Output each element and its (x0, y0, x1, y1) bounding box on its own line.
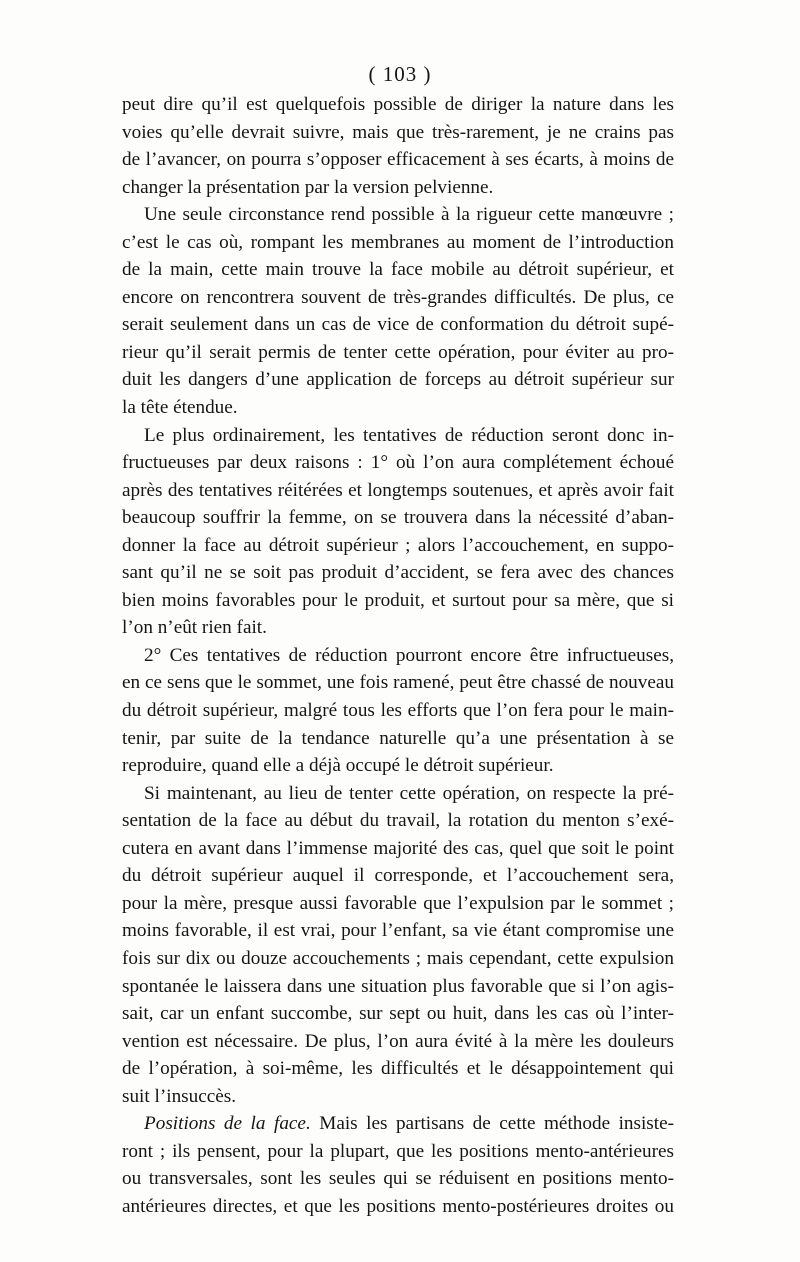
paragraph-line: après des tentatives réitérées et longtemps soutenues, et après avoir fait (122, 479, 674, 501)
page-number: ( 103 ) (368, 62, 432, 86)
paragraph-line: duit les dangers d’une application de forceps au détroit supérieur sur (122, 369, 674, 391)
paragraph-line: du détroit supérieur auquel il corresponde, et l’accouchement sera, (122, 865, 674, 887)
paragraph-line: l’on n’eût rien fait. (122, 617, 267, 639)
paragraph-line: beaucoup souffrir la femme, on se trouvera dans la nécessité d’aban- (122, 507, 674, 529)
paragraph-line (122, 1110, 674, 1138)
paragraph-line: sait, car un enfant succombe, sur sept ou huit, dans les cas où l’inter- (122, 1003, 674, 1025)
paragraph-p5 (122, 780, 674, 1111)
paragraph-line: sant qu’il ne se soit pas produit d’accident, se fera avec des chances (122, 562, 674, 584)
paragraph-line: de l’avancer, on pourra s’opposer efficacement à ses écarts, à moins de (122, 149, 674, 171)
paragraph-line: fructueuses par deux raisons : 1° où l’on aura complétement échoué (122, 452, 674, 474)
paragraph-line: peut dire qu’il est quelquefois possible de diriger la nature dans les (122, 94, 674, 115)
paragraph-line: en ce sens que le sommet, une fois ramené, peut être chassé de nouveau (122, 672, 674, 694)
paragraph-line: 2° Ces tentatives de réduction pourront encore être infructueuses, (144, 644, 674, 666)
paragraph-line: encore on rencontrera souvent de très-grandes difficultés. De plus, ce (122, 286, 674, 308)
paragraph-p4 (122, 642, 674, 780)
paragraph-line: reproduire, quand elle a déjà occupé le détroit supérieur. (122, 755, 554, 777)
final-paragraph (122, 1110, 674, 1220)
paragraph-line: bien moins favorables pour le produit, et surtout pour sa mère, que si (122, 589, 674, 611)
paragraph-line: Si maintenant, au lieu de tenter cette opération, on respecte la pré- (144, 782, 674, 804)
paragraph-line: rieur qu’il serait permis de tenter cette opération, pour éviter au pro- (122, 341, 674, 363)
paragraph-line: voies qu’elle devrait suivre, mais que très-rarement, je ne crains pas (122, 121, 674, 143)
body-text (122, 91, 674, 1220)
paragraph-line: c’est le cas où, rompant les membranes au moment de l’introduction (122, 231, 674, 253)
paragraph-line: ront ; ils pensent, pour la plupart, que les positions mento-antérieures (122, 1140, 674, 1162)
paragraph-line: pour la mère, presque aussi favorable que l’expulsion par le sommet ; (122, 892, 674, 914)
paragraph-line: fois sur dix ou douze accouchements ; mais cependant, cette expulsion (122, 947, 674, 969)
paragraph-line: spontanée le laissera dans une situation plus favorable que si l’on agis- (122, 975, 674, 997)
paragraph-line: Le plus ordinairement, les tentatives de réduction seront donc in- (144, 424, 674, 446)
paragraphs (122, 91, 674, 1110)
paragraph-line: tenir, par suite de la tendance naturelle qu’a une présentation à se (122, 727, 674, 749)
paragraph-line: de la main, cette main trouve la face mobile au détroit supérieur, et (122, 259, 674, 281)
paragraph-line: antérieures directes, et que les positions mento-postérieures droites ou (122, 1195, 674, 1217)
paragraph-line: donner la face au détroit supérieur ; alors l’accouchement, en suppo- (122, 534, 674, 556)
paragraph-line: changer la présentation par la version pelvienne. (122, 176, 494, 198)
paragraph-line: suit l’insuccès. (122, 1085, 237, 1107)
paragraph-line: vention est nécessaire. De plus, l’on aura évité à la mère les douleurs (122, 1030, 674, 1052)
paragraph-line: cutera en avant dans l’immense majorité des cas, quel que soit le point (122, 837, 674, 859)
paragraph-p2 (122, 201, 674, 421)
paragraph-line: ou transversales, sont les seules qui se réduisent en positions mento- (122, 1168, 674, 1190)
paragraph-line: la tête étendue. (122, 397, 238, 419)
paragraph-line: serait seulement dans un cas de vice de conformation du détroit supé- (122, 314, 674, 336)
paragraph-p1 (122, 91, 674, 201)
paragraph-line: sentation de la face au début du travail, la rotation du menton s’exé- (122, 810, 674, 832)
paragraph-p3 (122, 422, 674, 642)
paragraph-line: du détroit supérieur, malgré tous les efforts que l’on fera pour le main- (122, 700, 674, 722)
paragraph-line: moins favorable, il est vrai, pour l’enfant, sa vie étant compromise une (122, 920, 674, 942)
section-heading-continuation: Mais les partisans de cette méthode insiste- (319, 1113, 675, 1135)
paragraph-line: de l’opération, à soi-même, les difficultés et le désappointement qui (122, 1058, 674, 1080)
section-heading: Positions de la face. (144, 1113, 311, 1135)
paragraph-line: Une seule circonstance rend possible à la rigueur cette manœuvre ; (144, 204, 674, 226)
